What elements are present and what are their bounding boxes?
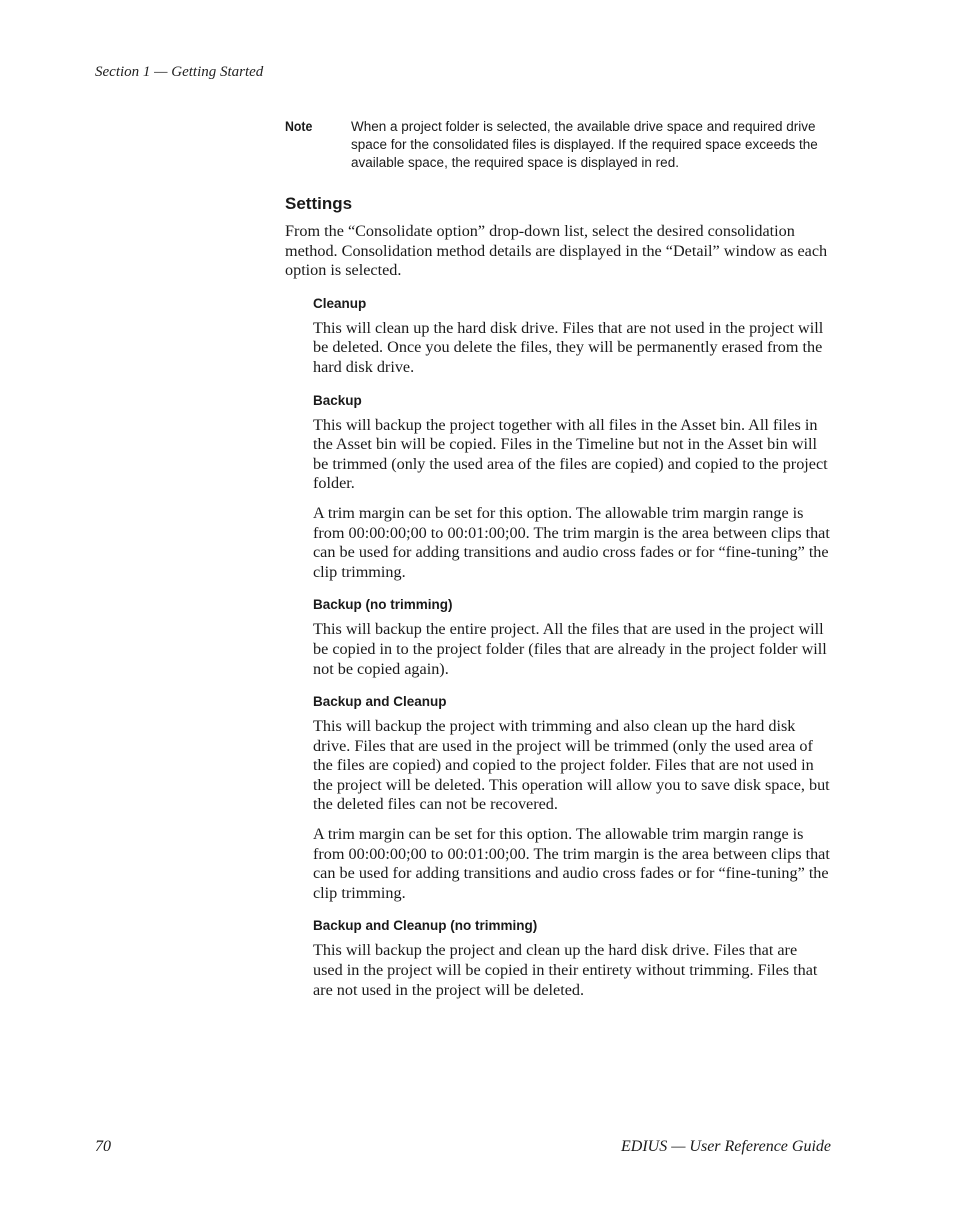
note-label: Note xyxy=(285,118,313,134)
option-paragraph: A trim margin can be set for this option. The allowable trim margin range is from 00:00:00;00 to 00:01:00;00. The trim margin is the area between clips that can be used for adding transitions and audio cross fades or for “fine-tuning” the clip trimming. xyxy=(313,825,830,902)
option-paragraph: This will backup the project and clean up the hard disk drive. Files that are used in the project will be copied in their entirety without trimming. Files that are not used in the project will be deleted. xyxy=(313,941,818,999)
page-number: 70 xyxy=(95,1138,111,1155)
option-heading-backup-no-trimming: Backup (no trimming) xyxy=(313,597,453,613)
note-block xyxy=(285,118,830,172)
guide-title: EDIUS — User Reference Guide xyxy=(620,1138,831,1155)
option-paragraph: This will backup the entire project. All the files that are used in the project will be copied in to the project folder (files that are already in the project folder will not be copied again). xyxy=(313,620,827,678)
option-heading-cleanup: Cleanup xyxy=(313,295,367,311)
option-paragraph: This will backup the project with trimming and also clean up the hard disk drive. Files that are used in the project will be trimmed (only the used area of the files are copied) and copied to the project folder. Files that are not used in the project will be deleted. This operation will allow you to save disk space, but the deleted files can not be recovered. xyxy=(313,717,830,814)
option-paragraph: A trim margin can be set for this option. The allowable trim margin range is from 00:00:00;00 to 00:01:00;00. The trim margin is the area between clips that can be used for adding transitions and audio cross fades or for “fine-tuning” the clip trimming. xyxy=(313,503,830,581)
note-text: When a project folder is selected, the available drive space and required drive space for the consolidated files is displayed. If the required space exceeds the available space, the required space is displayed in red. xyxy=(351,119,818,170)
settings-heading: Settings xyxy=(285,194,353,213)
settings-section xyxy=(285,194,830,1000)
option-heading-backup: Backup xyxy=(313,392,362,408)
option-heading-backup-and-cleanup-no-trimming: Backup and Cleanup (no trimming) xyxy=(313,918,538,934)
running-head: Section 1 — Getting Started xyxy=(95,64,264,80)
option-heading-backup-and-cleanup: Backup and Cleanup xyxy=(313,694,447,710)
option-paragraph: This will clean up the hard disk drive. Files that are not used in the project will be deleted. Once you delete the files, they will be permanently erased from the hard disk drive. xyxy=(313,318,824,376)
settings-intro: From the “Consolidate option” drop-down list, select the desired consolidation method. Consolidation method details are displayed in the “Detail” window as each option is selected. xyxy=(285,222,828,280)
option-paragraph: This will backup the project together with all files in the Asset bin. All files in the Asset bin will be copied. Files in the Timeline but not in the Asset bin will be trimmed (only the used area of the files are copied) and copied to the project folder. xyxy=(313,415,828,493)
